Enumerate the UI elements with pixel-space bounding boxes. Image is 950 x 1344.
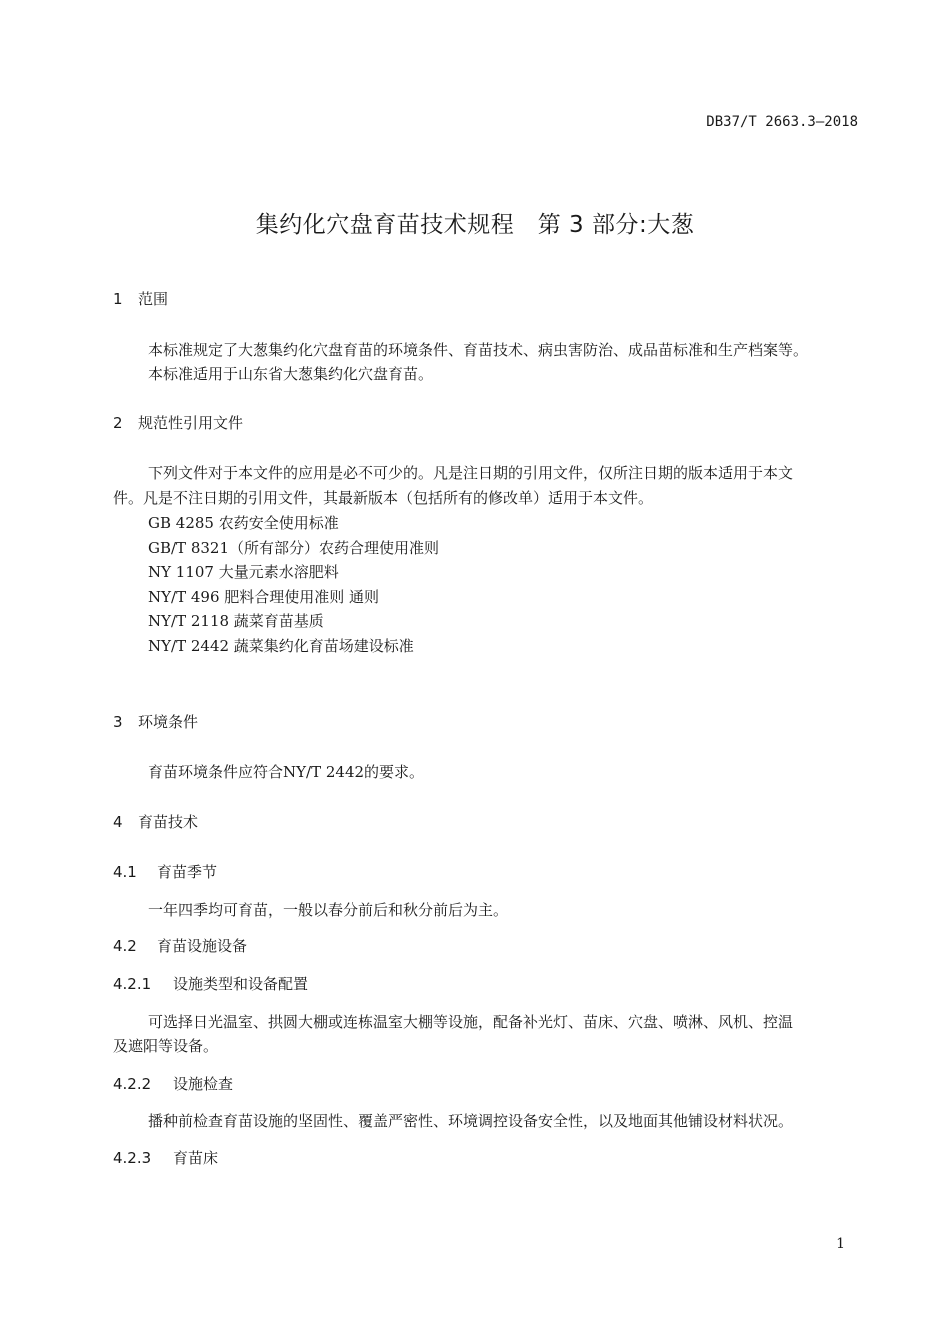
paragraph: 本标准规定了大葱集约化穴盘育苗的环境条件、育苗技术、病虫害防治、成品苗标准和生产档案等。 — [148, 341, 809, 359]
reference-item: GB/T 8321（所有部分）农药合理使用准则 — [148, 539, 440, 557]
reference-item: NY/T 2442 蔬菜集约化育苗场建设标准 — [148, 637, 414, 655]
subsection-4-2-3-heading — [113, 1147, 218, 1168]
section-number: 2 — [113, 414, 123, 432]
section-number: 4.2 — [113, 937, 137, 955]
paragraph: 本标准适用于山东省大葱集约化穴盘育苗。 — [148, 365, 434, 383]
section-number: 4.2.3 — [113, 1149, 152, 1167]
section-title: 规范性引用文件 — [138, 414, 244, 432]
paragraph: 一年四季均可育苗，一般以春分前后和秋分前后为主。 — [148, 901, 509, 919]
reference-item: GB 4285 农药安全使用标准 — [148, 514, 339, 532]
section-4-heading — [113, 811, 198, 832]
subsection-4-2-2-heading — [113, 1073, 233, 1094]
section-2-heading — [113, 412, 243, 433]
section-title: 育苗床 — [173, 1149, 219, 1167]
section-3-heading — [113, 711, 198, 732]
reference-item: NY/T 496 肥料合理使用准则 通则 — [148, 588, 380, 606]
section-number: 4 — [113, 813, 123, 831]
subsection-4-2-1-heading — [113, 973, 308, 994]
section-title: 育苗设施设备 — [157, 937, 248, 955]
section-title: 范围 — [138, 290, 169, 308]
page-number: 1 — [836, 1236, 845, 1252]
page-title: 集约化穴盘育苗技术规程 第 3 部分:大葱 — [255, 212, 695, 238]
section-number: 4.2.1 — [113, 975, 152, 993]
paragraph: 件。凡是不注日期的引用文件，其最新版本（包括所有的修改单）适用于本文件。 — [113, 489, 654, 507]
section-number: 3 — [113, 713, 123, 731]
paragraph: 播种前检查育苗设施的坚固性、覆盖严密性、环境调控设备安全性，以及地面其他铺设材料状况。 — [148, 1112, 794, 1130]
section-number: 1 — [113, 290, 123, 308]
paragraph: 及遮阳等设备。 — [113, 1037, 219, 1055]
document-code: DB37/T 2663.3—2018 — [706, 114, 858, 130]
paragraph: 下列文件对于本文件的应用是必不可少的。凡是注日期的引用文件，仅所注日期的版本适用于本文 — [148, 464, 794, 482]
section-title: 设施类型和设备配置 — [173, 975, 309, 993]
section-title: 育苗技术 — [138, 813, 199, 831]
section-title: 育苗季节 — [157, 863, 218, 881]
section-title: 环境条件 — [138, 713, 199, 731]
reference-item: NY 1107 大量元素水溶肥料 — [148, 563, 339, 581]
reference-item: NY/T 2118 蔬菜育苗基质 — [148, 612, 324, 630]
section-1-heading — [113, 288, 168, 309]
paragraph: 育苗环境条件应符合NY/T 2442的要求。 — [148, 763, 425, 781]
subsection-4-2-heading — [113, 935, 247, 956]
section-number: 4.1 — [113, 863, 137, 881]
section-title: 设施检查 — [173, 1075, 234, 1093]
paragraph: 可选择日光温室、拱圆大棚或连栋温室大棚等设施，配备补光灯、苗床、穴盘、喷淋、风机、控温 — [148, 1013, 794, 1031]
section-number: 4.2.2 — [113, 1075, 152, 1093]
subsection-4-1-heading — [113, 861, 217, 882]
